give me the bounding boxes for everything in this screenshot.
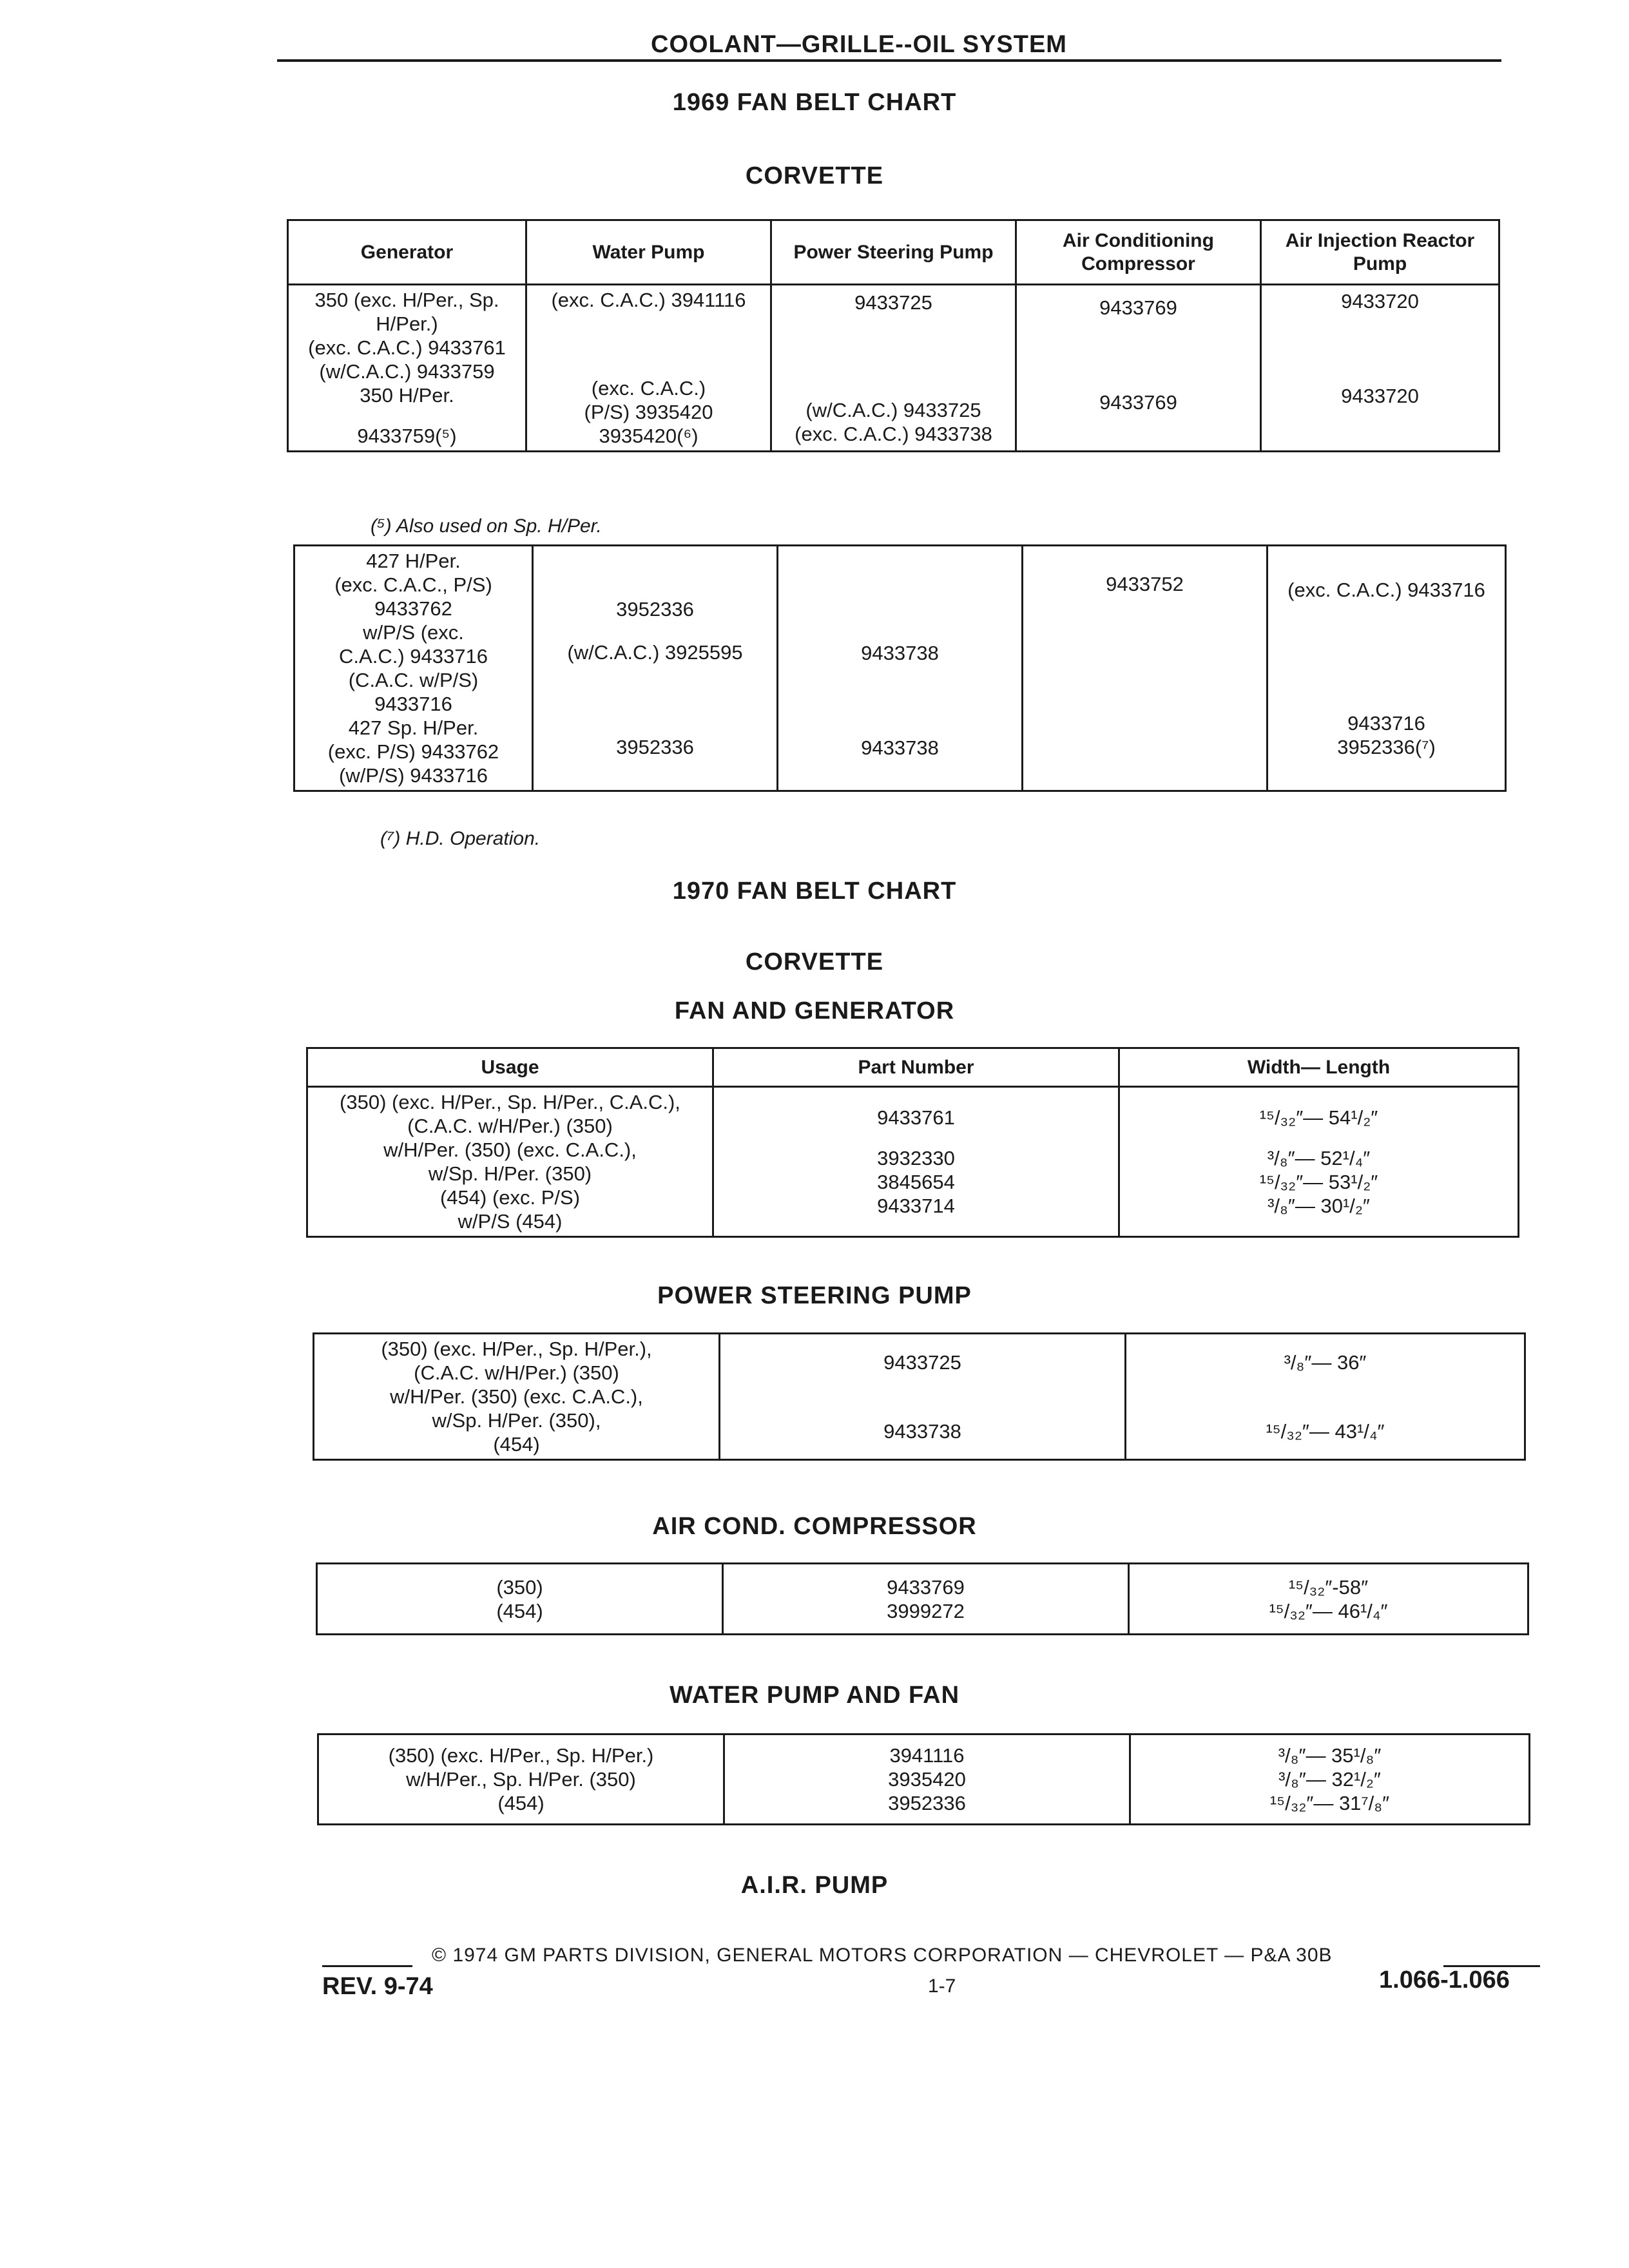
col-generator: Generator (288, 220, 526, 285)
cell-line: 9433716 (374, 693, 452, 715)
cell-line: C.A.C.) 9433716 (339, 645, 488, 668)
power-steering-cell (778, 546, 1023, 791)
col-usage: Usage (307, 1048, 713, 1087)
water-pump-fan-heading: WATER PUMP AND FAN (669, 1682, 960, 1709)
size-cell (1129, 1564, 1528, 1635)
power-steering-cell (771, 285, 1016, 452)
water-pump-cell (533, 546, 778, 791)
chart-1969-title: 1969 FAN BELT CHART (672, 89, 957, 116)
col-power-steering: Power Steering Pump (771, 220, 1016, 285)
cell-gap (1021, 320, 1256, 390)
table-1969-b (293, 544, 1507, 792)
cell-line: 9433716 (1347, 711, 1425, 735)
cell-line: ¹⁵/₃₂″— 54¹/₂″ (1259, 1106, 1378, 1129)
usage-cell (317, 1564, 723, 1635)
cell-line: w/H/Per., Sp. H/Per. (350) (406, 1768, 636, 1791)
cell-line: 3952336 (888, 1792, 966, 1814)
cell-line: (350) (exc. H/Per., Sp. H/Per.), (381, 1338, 652, 1360)
cell-line: ¹⁵/₃₂″-58″ (1288, 1575, 1369, 1599)
cell-gap (1266, 408, 1494, 447)
cell-line: 9433759(⁵) (357, 425, 457, 447)
cell-gap (782, 665, 1017, 736)
cell-line: (P/S) 3935420 (584, 401, 713, 423)
cell-line: 427 H/Per. (366, 550, 461, 572)
cell-line: 9433720 (1341, 385, 1419, 407)
cell-line: w/Sp. H/Per. (350) (428, 1162, 592, 1185)
col-air-conditioning: Air Conditioning Compressor (1016, 220, 1261, 285)
cell-line: 3999272 (887, 1599, 965, 1622)
cell-line: 3845654 (877, 1171, 955, 1193)
chart-1970-title: 1970 FAN BELT CHART (672, 878, 957, 905)
table-row (294, 546, 1506, 791)
cell-line: (w/C.A.C.) 3925595 (567, 640, 743, 664)
cell-gap (537, 578, 773, 597)
cell-line: (C.A.C. w/H/Per.) (350) (407, 1115, 613, 1137)
part-number-cell (713, 1087, 1119, 1237)
page-number: 1-7 (928, 1975, 956, 1997)
col-air-injection: Air Injection Reactor Pump (1261, 220, 1499, 285)
cell-line: w/Sp. H/Per. (350), (432, 1409, 601, 1432)
table-row (307, 1087, 1519, 1237)
table-row (317, 1564, 1528, 1635)
cell-line: (350) (exc. H/Per., Sp. H/Per.) (388, 1744, 654, 1767)
cell-gap (293, 407, 521, 424)
cell-line: (exc. C.A.C., P/S) (334, 573, 492, 596)
chart-1969-subtitle: CORVETTE (745, 162, 884, 189)
cell-gap (1272, 602, 1501, 711)
cell-line: 3941116 (889, 1744, 965, 1767)
cell-line: (exc. C.A.C.) 9433716 (1287, 578, 1485, 601)
footnote-5: (⁵) Also used on Sp. H/Per. (371, 515, 602, 537)
water-pump-cell (526, 285, 771, 452)
table-row (314, 1334, 1525, 1460)
cell-gap (782, 577, 1017, 641)
footnote-7: (⁷) H.D. Operation. (380, 828, 541, 849)
col-water-pump: Water Pump (526, 220, 771, 285)
chart-1970-subtitle: CORVETTE (745, 948, 884, 975)
cell-line: (exc. C.A.C.) 9433738 (795, 422, 992, 445)
size-cell (1130, 1735, 1530, 1825)
col-width-length: Width— Length (1119, 1048, 1519, 1087)
cell-line: (454) (496, 1599, 543, 1622)
cell-line: H/Per.) (376, 312, 438, 335)
part-number-cell (723, 1564, 1129, 1635)
cell-line: (exc. C.A.C.) (591, 377, 706, 399)
air-injection-cell (1261, 285, 1499, 452)
generator-cell (288, 285, 526, 452)
cell-gap (1021, 414, 1256, 440)
cell-line: 9433720 (1341, 290, 1419, 312)
cell-line: 350 (exc. H/Per., Sp. (314, 289, 499, 311)
cell-line: ³/₈″— 36″ (1284, 1350, 1367, 1374)
cell-line: 9433761 (877, 1106, 955, 1129)
cell-line: 9433725 (883, 1350, 961, 1374)
table-water-pump-fan (317, 1733, 1530, 1825)
table-row (288, 285, 1499, 452)
part-number-cell (724, 1735, 1130, 1825)
cell-line: 3952336 (616, 735, 694, 758)
cell-line: 427 Sp. H/Per. (348, 716, 479, 739)
cell-gap (1124, 1129, 1514, 1146)
usage-cell (314, 1334, 720, 1460)
cell-line: (w/P/S) 9433716 (339, 764, 488, 787)
table-1969-a (287, 219, 1500, 452)
part-number-cell (720, 1334, 1126, 1460)
revision: REV. 9-74 (322, 1973, 433, 2000)
cell-line: (w/C.A.C.) 9433725 (805, 398, 981, 421)
cell-line: 9433762 (374, 597, 452, 620)
fan-generator-heading: FAN AND GENERATOR (674, 997, 955, 1024)
size-cell (1126, 1334, 1525, 1460)
air-pump-heading: A.I.R. PUMP (740, 1872, 889, 1899)
cell-gap (1130, 1374, 1520, 1419)
cell-line: (454) (exc. P/S) (439, 1186, 581, 1209)
cell-line: 3952336(⁷) (1337, 735, 1436, 758)
cell-line: 9433769 (1099, 296, 1177, 319)
air-cond-heading: AIR COND. COMPRESSOR (652, 1513, 977, 1540)
cell-line: ¹⁵/₃₂″— 31⁷/₈″ (1269, 1792, 1390, 1814)
footer-rule-left (322, 1965, 412, 1967)
cell-line: 3935420 (888, 1768, 966, 1791)
cell-gap (531, 312, 766, 376)
air-injection-cell (1268, 546, 1506, 791)
cell-line: 9433738 (861, 736, 939, 759)
cell-line: w/P/S (exc. (363, 621, 464, 644)
cell-line: 9433738 (861, 642, 939, 664)
reference-number: 1.066-1.066 (1379, 1966, 1510, 1994)
cell-gap (1266, 313, 1494, 384)
cell-line: ³/₈″— 30¹/₂″ (1268, 1195, 1370, 1217)
size-cell (1119, 1087, 1519, 1237)
cell-line: 9433738 (883, 1419, 961, 1443)
cell-line: ³/₈″— 52¹/₄″ (1267, 1147, 1371, 1169)
cell-line: 3935420(⁶) (599, 425, 699, 447)
cell-line: ¹⁵/₃₂″— 43¹/₄″ (1266, 1419, 1385, 1443)
header-rule (277, 59, 1501, 62)
air-cond-cell (1023, 546, 1268, 791)
power-steering-heading: POWER STEERING PUMP (657, 1282, 972, 1309)
cell-line: 9433769 (1099, 391, 1177, 414)
col-part-number: Part Number (713, 1048, 1119, 1087)
cell-line: 9433725 (854, 291, 932, 314)
air-cond-cell (1016, 285, 1261, 452)
table-fan-generator (306, 1047, 1519, 1238)
cell-line: 9433714 (877, 1195, 955, 1217)
cell-line: 3932330 (877, 1147, 955, 1169)
cell-line: (w/C.A.C.) 9433759 (319, 360, 495, 383)
cell-line: (C.A.C. w/H/Per.) (350) (414, 1361, 619, 1384)
table-air-cond (316, 1562, 1529, 1635)
cell-line: (350) (exc. H/Per., Sp. H/Per., C.A.C.), (340, 1091, 680, 1113)
section-title: COOLANT—GRILLE--OIL SYSTEM (651, 31, 1067, 58)
cell-line: w/P/S (454) (458, 1210, 563, 1233)
cell-line: (exc. C.A.C.) 3941116 (551, 289, 746, 311)
cell-line: (exc. P/S) 9433762 (327, 740, 499, 763)
table-power-steering (313, 1332, 1526, 1461)
cell-line: ³/₈″— 35¹/₈″ (1278, 1744, 1382, 1767)
table-header-row (307, 1048, 1519, 1087)
cell-line: 9433769 (887, 1575, 965, 1599)
usage-cell (307, 1087, 713, 1237)
usage-cell (318, 1735, 724, 1825)
copyright: © 1974 GM PARTS DIVISION, GENERAL MOTORS CORPORATION — CHEVROLET — P&A 30B (432, 1945, 1333, 1966)
cell-gap (724, 1374, 1121, 1419)
cell-line: 9433752 (1106, 573, 1184, 595)
cell-line: w/H/Per. (350) (exc. C.A.C.), (383, 1139, 637, 1161)
cell-line: ¹⁵/₃₂″— 46¹/₄″ (1269, 1599, 1388, 1622)
cell-line: w/H/Per. (350) (exc. C.A.C.), (390, 1385, 643, 1408)
table-row (318, 1735, 1530, 1825)
generator-cell (294, 546, 533, 791)
cell-line: (350) (496, 1575, 543, 1599)
cell-line: (454) (497, 1792, 545, 1814)
cell-line: (exc. C.A.C.) 9433761 (308, 336, 506, 359)
cell-line: (C.A.C. w/P/S) (348, 669, 479, 691)
cell-line: 3952336 (616, 597, 694, 620)
cell-gap (718, 1129, 1114, 1146)
cell-gap (776, 314, 1011, 398)
cell-line: ¹⁵/₃₂″— 53¹/₂″ (1259, 1171, 1378, 1193)
cell-line: ³/₈″— 32¹/₂″ (1278, 1768, 1381, 1791)
table-header-row (288, 220, 1499, 285)
cell-gap (537, 621, 773, 640)
cell-line: (454) (493, 1433, 540, 1456)
cell-line: 350 H/Per. (360, 384, 454, 407)
cell-gap (537, 664, 773, 735)
